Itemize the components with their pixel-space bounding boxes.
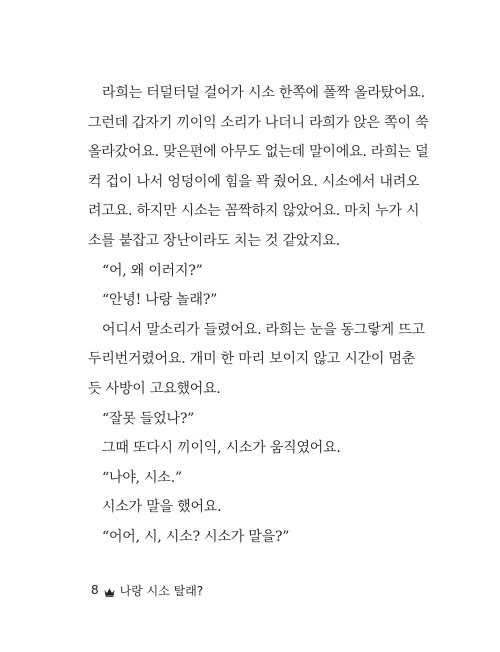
text-line: “나야, 시소.” [102,469,182,486]
text-line: “잘못 들었나?” [102,410,195,427]
dialogue [88,405,408,435]
page-footer [91,580,203,600]
dialogue [88,464,408,494]
text-line: “안녕! 나랑 놀래?” [102,292,218,309]
text-line: 컥 겁이 나서 엉덩이에 힘을 꽉 줬어요. 시소에서 내려오 [88,173,420,190]
paragraph [88,434,408,464]
text-line: 려고요. 하지만 시소는 꼼짝하지 않았어요. 마치 누가 시 [88,203,420,220]
dialogue [88,523,408,553]
text-line: 어디서 말소리가 들렸어요. 라희는 눈을 동그랗게 뜨고 [102,321,425,338]
dialogue [88,257,408,287]
text-line: 시소가 말을 했어요. [102,499,222,516]
text-line: 그때 또다시 끼이익, 시소가 움직였어요. [102,440,341,457]
dialogue [88,286,408,316]
page-number: 8 [91,583,99,597]
text-line: “어어, 시, 시소? 시소가 말을?” [102,528,290,545]
text-line: 라희는 터덜터덜 걸어가 시소 한쪽에 폴짝 올라탔어요. [102,85,425,101]
text-line: 두리번거렸어요. 개미 한 마리 보이지 않고 시간이 멈춘 [88,351,416,368]
text-line: 그런데 갑자기 끼이익 소리가 나더니 라희가 앉은 쪽이 쑥 [88,114,429,131]
paragraph [88,79,429,257]
text-line: 듯 사방이 고요했어요. [88,380,221,397]
text-line: 올라갔어요. 맞은편에 아무도 없는데 말이에요. 라희는 덜 [88,144,429,161]
book-title: 나랑 시소 탈래? [119,583,204,598]
text-line: “어, 왜 이러지?” [102,262,203,279]
paragraph [88,493,408,523]
paragraph [88,316,425,405]
crown-icon [104,586,115,595]
text-line: 소를 붙잡고 장난이라도 치는 것 같았지요. [88,232,341,249]
story-text [88,79,429,553]
